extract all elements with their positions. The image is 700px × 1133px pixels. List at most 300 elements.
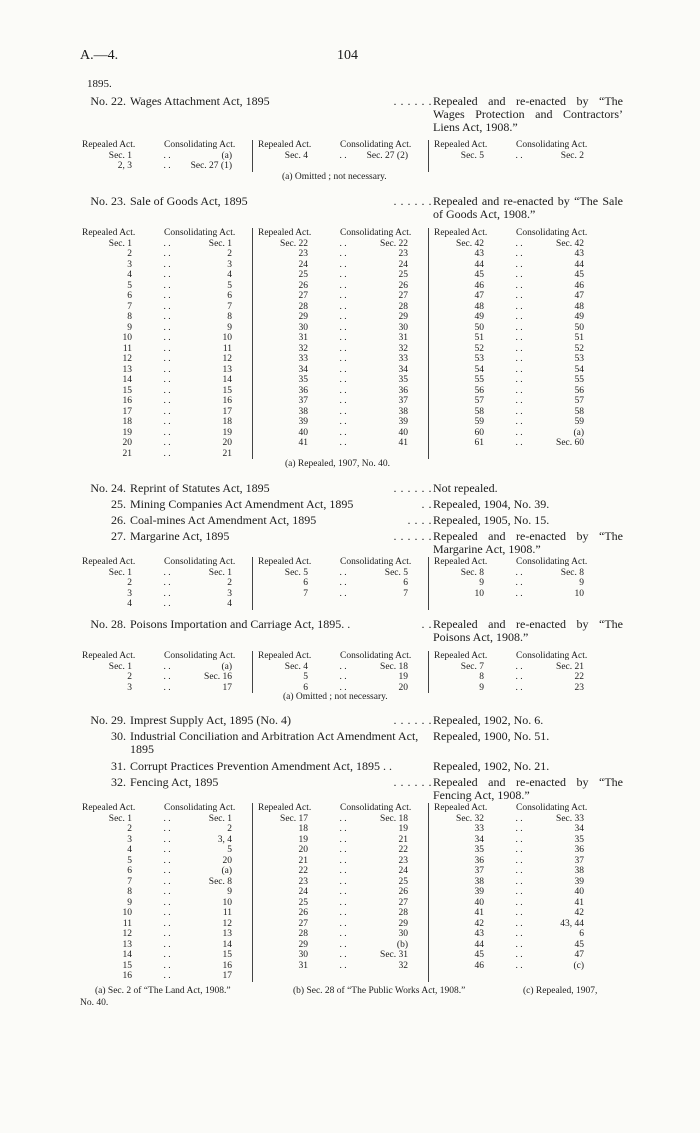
table-row — [432, 260, 608, 271]
leader-dots: . . — [163, 824, 171, 834]
repealed-section: 14 — [122, 375, 132, 385]
leader-dots: . . — [339, 855, 347, 866]
table-row — [80, 835, 256, 846]
consolidating-section: 5 — [227, 845, 232, 855]
consolidating-section: 35 — [398, 375, 408, 385]
repealed-section: 26 — [298, 280, 308, 291]
repealed-section: 18 — [298, 824, 308, 834]
consolidating-section: 3 — [227, 588, 232, 599]
table-row — [80, 961, 256, 972]
consolidating-section: 41 — [398, 438, 408, 448]
consolidating-section: 5 — [227, 280, 232, 291]
repealed-section: 29 — [298, 939, 308, 950]
repealed-section: 18 — [122, 417, 132, 427]
header-repealed-act: Repealed Act. — [82, 803, 136, 813]
header-repealed-act: Repealed Act. — [434, 651, 488, 661]
consolidating-section: 32 — [398, 960, 408, 971]
consolidating-section: 19 — [222, 427, 232, 438]
table-row — [432, 270, 608, 281]
table-row — [432, 417, 608, 428]
repealed-section: 6 — [127, 291, 132, 301]
table-header — [432, 651, 608, 662]
table-row — [432, 428, 608, 439]
repealed-section: 51 — [474, 333, 484, 343]
leader-dots: . . — [515, 375, 523, 385]
consolidating-section: (a) — [221, 866, 232, 876]
leader-dots: . . — [163, 939, 171, 950]
consolidating-section: 59 — [574, 417, 584, 427]
header-consolidating-act: Consolidating Act. — [164, 651, 236, 661]
leader-dots: . . — [163, 599, 171, 609]
consolidating-section: Sec. 1 — [208, 813, 232, 824]
leader-dots: . . — [515, 259, 523, 270]
table-header — [432, 228, 608, 239]
table-row — [80, 845, 256, 856]
repealed-section: 2 — [127, 578, 132, 588]
header-consolidating-act: Consolidating Act. — [164, 557, 236, 567]
repealed-section: 9 — [479, 578, 484, 588]
table-group — [256, 140, 432, 161]
leader-dots: . . — [515, 312, 523, 322]
repealed-section: 38 — [474, 876, 484, 887]
leader-dots: . . — [515, 291, 523, 301]
leader-dots: . . — [163, 887, 171, 897]
table-header — [256, 557, 432, 568]
leader-dots: . . — [163, 385, 171, 396]
table-row — [432, 589, 608, 600]
repealed-section: 45 — [474, 950, 484, 960]
repealed-section: 60 — [474, 427, 484, 438]
consolidating-section: 4 — [227, 599, 232, 609]
consolidating-section: 12 — [222, 918, 232, 929]
repealed-section: 10 — [122, 908, 132, 918]
consolidating-section: 38 — [398, 406, 408, 417]
table-group — [80, 140, 256, 172]
consolidating-section: 46 — [574, 280, 584, 291]
table-row — [432, 151, 608, 162]
table-group — [256, 228, 432, 449]
consolidating-section: Sec. 21 — [556, 661, 584, 672]
repealed-section: 21 — [122, 448, 132, 459]
table-row — [256, 354, 432, 365]
consolidating-section: 44 — [574, 259, 584, 270]
table-row — [80, 407, 256, 418]
leader-dots: . . — [163, 427, 171, 438]
repealed-section: 40 — [474, 897, 484, 908]
table-row — [80, 578, 256, 589]
leader-dots: . . — [163, 259, 171, 270]
table-header — [80, 228, 256, 239]
consolidating-section: 24 — [398, 259, 408, 270]
leader-dots: . . — [339, 824, 347, 834]
repealed-section: 19 — [122, 427, 132, 438]
repealed-section: 26 — [298, 908, 308, 918]
consolidating-section: (b) — [396, 939, 408, 950]
repealed-section: 15 — [122, 960, 132, 971]
table-row — [432, 365, 608, 376]
consolidating-section: 41 — [574, 897, 584, 908]
table-row — [80, 940, 256, 951]
consolidating-section: 49 — [574, 312, 584, 322]
consolidating-section: 43 — [574, 249, 584, 259]
repealed-section: Sec. 1 — [108, 150, 132, 161]
repealed-section: Sec. 1 — [108, 661, 132, 672]
consolidating-section: 10 — [222, 333, 232, 343]
repealed-section: 7 — [127, 876, 132, 887]
repealed-section: 5 — [303, 672, 308, 682]
repealed-section: 9 — [127, 897, 132, 908]
leader-dots: . . — [339, 845, 347, 855]
consolidating-section: 27 — [398, 897, 408, 908]
consolidating-section: Sec. 60 — [556, 438, 584, 448]
leader-dots: . . — [339, 270, 347, 280]
repealed-section: 8 — [127, 887, 132, 897]
repealed-section: 37 — [474, 866, 484, 876]
table-row — [80, 599, 256, 610]
leader-dots: . . — [339, 322, 347, 333]
repealed-section: 28 — [298, 301, 308, 312]
consolidating-section: (a) — [221, 150, 232, 161]
repealed-section: 24 — [298, 887, 308, 897]
leader-dots: . . — [339, 578, 347, 588]
table-row — [432, 396, 608, 407]
table-row — [256, 908, 432, 919]
leader-dots: . . — [163, 578, 171, 588]
table-header — [256, 140, 432, 151]
consolidating-section: 15 — [222, 950, 232, 960]
leader-dots: . . — [339, 396, 347, 406]
consolidating-section: (a) — [573, 427, 584, 438]
table-row — [256, 578, 432, 589]
repealed-section: 16 — [122, 971, 132, 981]
leader-dots: . . — [163, 672, 171, 682]
column-rule — [428, 228, 429, 459]
consolidating-section: 36 — [398, 385, 408, 396]
table-row — [256, 396, 432, 407]
leader-dots: . . — [163, 161, 171, 171]
table-row — [256, 672, 432, 683]
repealed-section: 31 — [298, 333, 308, 343]
consolidating-section: 19 — [398, 672, 408, 682]
consolidating-section: 27 — [398, 291, 408, 301]
repealed-section: 41 — [298, 438, 308, 448]
header-repealed-act: Repealed Act. — [258, 557, 312, 567]
footnote-32-c-cont: No. 40. — [80, 998, 109, 1008]
table-row — [432, 908, 608, 919]
consolidating-section: 32 — [398, 343, 408, 354]
repealed-section: 11 — [122, 343, 132, 354]
repealed-section: 30 — [298, 322, 308, 333]
table-row — [432, 568, 608, 579]
repealed-section: 14 — [122, 950, 132, 960]
leader-dots: . . — [163, 417, 171, 427]
leader-dots: . . — [339, 438, 347, 448]
consolidating-section: 38 — [574, 866, 584, 876]
repealed-section: 10 — [122, 333, 132, 343]
leader-dots: . . — [515, 813, 523, 824]
repealed-section: 6 — [127, 866, 132, 876]
leader-dots: . . — [163, 567, 171, 578]
leader-dots: . . — [163, 150, 171, 161]
table-row — [432, 333, 608, 344]
consolidating-section: 40 — [574, 887, 584, 897]
leader-dots: . . — [515, 824, 523, 834]
leader-dots: . . — [339, 661, 347, 672]
repealed-section: 35 — [474, 845, 484, 855]
header-consolidating-act: Consolidating Act. — [340, 228, 412, 238]
leader-dots: . . — [163, 950, 171, 960]
header-consolidating-act: Consolidating Act. — [340, 557, 412, 567]
header-repealed-act: Repealed Act. — [258, 228, 312, 238]
consolidating-section: 31 — [398, 333, 408, 343]
leader-dots: . . — [515, 682, 523, 693]
leader-dots: . . — [339, 406, 347, 417]
leader-dots: . . — [339, 238, 347, 249]
repealed-section: 53 — [474, 354, 484, 364]
consolidating-section: 39 — [398, 417, 408, 427]
repealed-section: 36 — [474, 855, 484, 866]
repealed-section: 36 — [298, 385, 308, 396]
consolidating-section: 55 — [574, 375, 584, 385]
repealed-section: Sec. 4 — [284, 661, 308, 672]
table-row — [432, 877, 608, 888]
consolidating-section: 2 — [227, 249, 232, 259]
header-repealed-act: Repealed Act. — [434, 228, 488, 238]
leader-dots: . . — [163, 908, 171, 918]
leader-dots: . . — [339, 672, 347, 682]
consolidating-section: 9 — [579, 578, 584, 588]
repealed-section: 33 — [474, 824, 484, 834]
repealed-section: 3 — [127, 588, 132, 599]
repealed-section: 38 — [298, 406, 308, 417]
leader-dots: . . — [339, 834, 347, 845]
table-row — [80, 270, 256, 281]
repealed-section: 17 — [122, 406, 132, 417]
repealed-section: 28 — [298, 929, 308, 939]
table-header — [432, 140, 608, 151]
consolidating-section: 10 — [574, 588, 584, 599]
repealed-section: 23 — [298, 249, 308, 259]
consolidating-section: 28 — [398, 301, 408, 312]
column-rule — [252, 651, 253, 693]
table-row — [256, 302, 432, 313]
repealed-section: 55 — [474, 375, 484, 385]
consolidating-section: 17 — [222, 971, 232, 981]
header-consolidating-act: Consolidating Act. — [516, 228, 588, 238]
leader-dots: . . — [339, 813, 347, 824]
repealed-section: 29 — [298, 312, 308, 322]
repealed-section: 27 — [298, 291, 308, 301]
header-consolidating-act: Consolidating Act. — [516, 803, 588, 813]
consolidating-section: 37 — [574, 855, 584, 866]
consolidating-section: 43, 44 — [560, 918, 584, 929]
leader-dots: . . — [515, 417, 523, 427]
leader-dots: . . — [163, 291, 171, 301]
consolidating-section: 22 — [398, 845, 408, 855]
leader-dots: . . — [515, 322, 523, 333]
repealed-section: 15 — [122, 385, 132, 396]
table-row — [256, 239, 432, 250]
repealed-section: 34 — [298, 364, 308, 375]
repealed-section: 42 — [474, 918, 484, 929]
leader-dots: . . — [339, 929, 347, 939]
header-repealed-act: Repealed Act. — [258, 651, 312, 661]
repealed-section: 34 — [474, 834, 484, 845]
leader-dots: . . — [339, 385, 347, 396]
leader-dots: . . — [515, 897, 523, 908]
consolidating-section: 23 — [398, 855, 408, 866]
series-code: A.—4. — [80, 48, 119, 63]
header-consolidating-act: Consolidating Act. — [340, 651, 412, 661]
leader-dots: . . — [339, 150, 347, 161]
consolidating-section: 7 — [403, 588, 408, 599]
repealed-section: Sec. 22 — [280, 238, 308, 249]
repealed-section: Sec. 17 — [280, 813, 308, 824]
table-row — [80, 281, 256, 292]
table-row — [80, 683, 256, 694]
table-row — [432, 375, 608, 386]
repealed-section: 33 — [298, 354, 308, 364]
table-row — [256, 961, 432, 972]
consolidating-section: 6 — [579, 929, 584, 939]
table-row — [80, 950, 256, 961]
table-row — [432, 866, 608, 877]
table-row — [256, 260, 432, 271]
repealed-section: 4 — [127, 599, 132, 609]
repealed-section: 19 — [298, 834, 308, 845]
table-row — [80, 929, 256, 940]
leader-dots: . . — [163, 866, 171, 876]
leader-dots: . . — [339, 876, 347, 887]
table-group — [80, 803, 256, 982]
repealed-section: 7 — [303, 588, 308, 599]
leader-dots: . . — [515, 908, 523, 918]
repealed-section: 30 — [298, 950, 308, 960]
table-row — [432, 323, 608, 334]
header-consolidating-act: Consolidating Act. — [340, 803, 412, 813]
leader-dots: . . — [339, 427, 347, 438]
footnote-28: (a) Omitted ; not necessary. — [283, 692, 388, 702]
consolidating-section: 45 — [574, 270, 584, 280]
leader-dots: . . — [163, 364, 171, 375]
table-row — [80, 856, 256, 867]
table-row — [256, 417, 432, 428]
repealed-section: Sec. 32 — [456, 813, 484, 824]
leader-dots: . . — [515, 406, 523, 417]
table-group — [256, 557, 432, 599]
consolidating-section: Sec. 16 — [204, 672, 232, 682]
consolidating-section: 19 — [398, 824, 408, 834]
consolidating-section: 42 — [574, 908, 584, 918]
leader-dots: . . — [339, 354, 347, 364]
table-row — [432, 672, 608, 683]
leader-dots: . . — [339, 364, 347, 375]
repealed-section: 31 — [298, 960, 308, 971]
table-row — [432, 845, 608, 856]
repealed-section: 21 — [298, 855, 308, 866]
footnote-23: (a) Repealed, 1907, No. 40. — [285, 459, 390, 469]
consolidating-section: 30 — [398, 322, 408, 333]
consolidating-section: 56 — [574, 385, 584, 396]
repealed-section: 24 — [298, 259, 308, 270]
consolidating-section: 21 — [398, 834, 408, 845]
leader-dots: . . — [515, 866, 523, 876]
leader-dots: . . — [339, 333, 347, 343]
leader-dots: . . — [515, 438, 523, 448]
table-row — [256, 898, 432, 909]
header-consolidating-act: Consolidating Act. — [516, 651, 588, 661]
consolidating-section: Sec. 22 — [380, 238, 408, 249]
table-row — [80, 354, 256, 365]
leader-dots: . . — [515, 588, 523, 599]
column-rule — [252, 557, 253, 610]
header-repealed-act: Repealed Act. — [82, 651, 136, 661]
table-row — [256, 428, 432, 439]
table-header — [256, 228, 432, 239]
consolidating-section: 20 — [222, 438, 232, 448]
consolidating-section: 58 — [574, 406, 584, 417]
leader-dots: . . — [515, 364, 523, 375]
page-number: 104 — [337, 48, 358, 63]
table-row — [80, 971, 256, 982]
consolidating-section: 3 — [227, 259, 232, 270]
consolidating-section: 6 — [403, 578, 408, 588]
repealed-section: Sec. 5 — [284, 567, 308, 578]
leader-dots: . . — [339, 343, 347, 354]
repealed-section: 58 — [474, 406, 484, 417]
consolidating-section: 35 — [574, 834, 584, 845]
table-group — [256, 651, 432, 693]
table-row — [432, 344, 608, 355]
table-group — [432, 228, 608, 449]
consolidating-section: 54 — [574, 364, 584, 375]
leader-dots: . . — [163, 971, 171, 981]
table-row — [256, 919, 432, 930]
leader-dots: . . — [515, 333, 523, 343]
repealed-section: 44 — [474, 939, 484, 950]
consolidating-section: 33 — [398, 354, 408, 364]
leader-dots: . . — [163, 661, 171, 672]
repealed-section: 8 — [479, 672, 484, 682]
leader-dots: . . — [163, 897, 171, 908]
table-row — [256, 940, 432, 951]
consolidating-section: 18 — [222, 417, 232, 427]
leader-dots: . . — [163, 270, 171, 280]
consolidating-section: 7 — [227, 301, 232, 312]
leader-dots: . . — [339, 682, 347, 693]
leader-dots: . . — [339, 249, 347, 259]
consolidating-section: 26 — [398, 887, 408, 897]
leader-dots: . . — [163, 406, 171, 417]
table-row — [80, 824, 256, 835]
table-row — [432, 824, 608, 835]
repealed-section: 3 — [127, 259, 132, 270]
table-row — [256, 845, 432, 856]
table-row — [80, 866, 256, 877]
leader-dots: . . — [515, 280, 523, 291]
consolidating-section: 21 — [222, 448, 232, 459]
consolidating-section: Sec. 8 — [560, 567, 584, 578]
leader-dots: . . — [163, 448, 171, 459]
table-row — [80, 589, 256, 600]
column-rule — [252, 228, 253, 459]
consolidating-section: 9 — [227, 887, 232, 897]
repealed-section: 12 — [122, 354, 132, 364]
consolidating-section: 25 — [398, 270, 408, 280]
table-row — [256, 814, 432, 825]
table-row — [256, 662, 432, 673]
consolidating-section: 25 — [398, 876, 408, 887]
